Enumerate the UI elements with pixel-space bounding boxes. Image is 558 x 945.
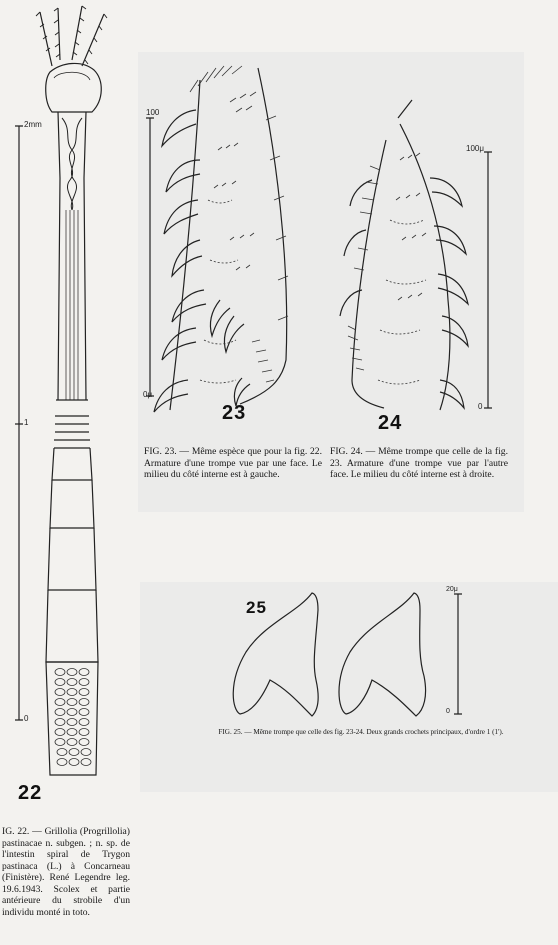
- fig25-caption-body: Même trompe que celle des fig. 23-24. Deux grands crochets principaux, d'ordre 1 (1').: [253, 728, 504, 736]
- fig22-scale-top-label: 2mm: [24, 120, 42, 129]
- fig24-scale-top-label: 100μ: [466, 144, 484, 153]
- fig25-caption: [168, 728, 554, 737]
- fig23-caption-head: FIG. 23. —: [144, 446, 190, 457]
- fig23-number: 23: [222, 402, 247, 424]
- fig24-caption-head: FIG. 24. —: [330, 446, 376, 457]
- fig25-scale-bottom-label: 0: [446, 708, 450, 715]
- fig23-scale-top-label: 100: [146, 108, 160, 117]
- fig24-scale-bottom-label: 0: [478, 402, 483, 411]
- fig24-number: 24: [378, 412, 403, 434]
- fig24-caption-body: Même trompe que celle de la fig. 23. Armature d'une trompe vue par l'autre face. Le milieu du côté interne est à droite.: [330, 446, 508, 480]
- fig25-scale-top-label: 20μ: [446, 586, 458, 593]
- fig22-scale-mid-label: 1: [24, 418, 29, 427]
- fig23-scale-bottom-label: 0μ: [143, 390, 153, 399]
- fig22-scale-bottom-label: 0: [24, 714, 29, 723]
- fig22-number: 22: [18, 782, 43, 804]
- fig25-number: 25: [246, 598, 267, 617]
- fig23-caption-body: Même espèce que pour la fig. 22. Armature d'une trompe vue par une face. Le milieu du côté interne est à gauche.: [144, 446, 322, 480]
- fig22-caption-body: Grillolia (Progrillolia) pastinacae n. subgen. ; n. sp. de l'intestin spiral de Trygon pastinaca (L.) à Concarneau (Finistère). René Legendre leg. 19.6.1943. Scolex et partie antérieure du strobile d'un individu monté in toto.: [2, 826, 130, 918]
- fig22-caption-head: IG. 22. —: [2, 826, 42, 837]
- fig25-caption-head: FIG. 25. —: [218, 728, 252, 736]
